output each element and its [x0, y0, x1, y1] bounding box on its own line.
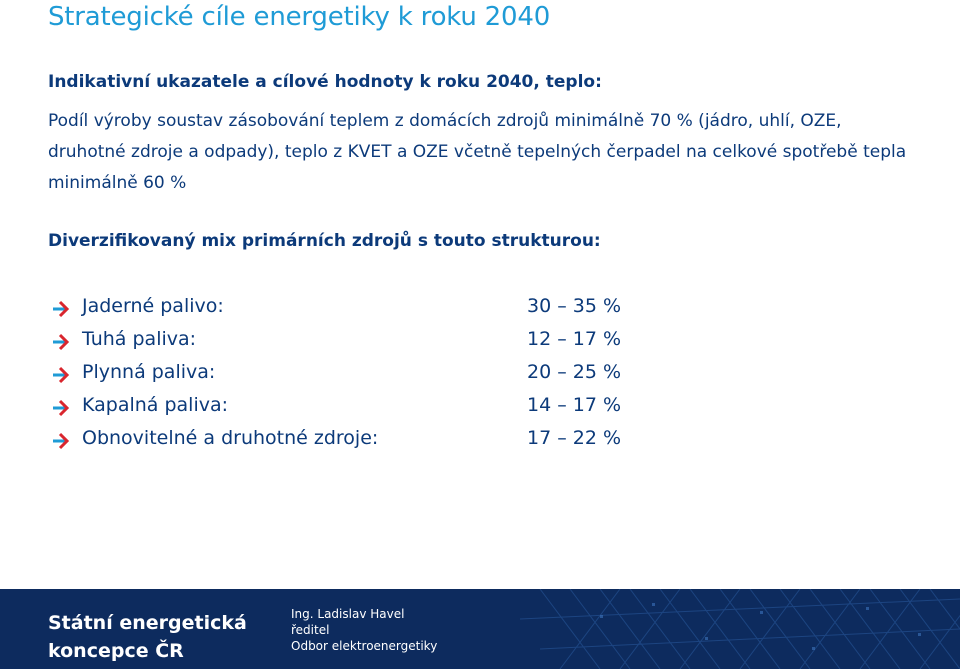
- list-item: [52, 359, 652, 392]
- arrow-right-icon: [52, 333, 72, 351]
- page-title: Strategické cíle energetiky k roku 2040: [48, 2, 551, 32]
- list-item: [52, 293, 652, 326]
- mix-item-label: Tuhá paliva:: [82, 328, 197, 350]
- heat-paragraph: Podíl výroby soustav zásobování teplem z domácích zdrojů minimálně 70 % (jádro, uhlí, OZE, druhotné zdroje a odpady), teplo z KVET a OZE včetně tepelných čerpadel na celkové spotřebě tepla minimálně 60 %: [48, 111, 907, 193]
- mix-item-label: Kapalná paliva:: [82, 394, 229, 416]
- mix-item-label: Obnovitelné a druhotné zdroje:: [82, 427, 379, 449]
- arrow-right-icon: [52, 432, 72, 450]
- mix-heading: Diverzifikovaný mix primárních zdrojů s touto strukturou:: [48, 231, 601, 251]
- arrow-right-icon: [52, 366, 72, 384]
- author-block: [291, 606, 437, 654]
- mix-item-value: 12 – 17 %: [527, 328, 622, 350]
- heat-heading: Indikativní ukazatele a cílové hodnoty k roku 2040, teplo:: [48, 72, 602, 92]
- list-item: [52, 425, 652, 458]
- mix-item-value: 14 – 17 %: [527, 394, 622, 416]
- author-department: Odbor elektroenergetiky: [291, 639, 438, 653]
- author-role: ředitel: [291, 623, 330, 637]
- mix-item-value: 30 – 35 %: [527, 295, 622, 317]
- arrow-right-icon: [52, 399, 72, 417]
- author-name: Ing. Ladislav Havel: [291, 607, 405, 621]
- mix-item-value: 20 – 25 %: [527, 361, 622, 383]
- mix-item-label: Jaderné palivo:: [82, 295, 224, 317]
- mix-item-label: Plynná paliva:: [82, 361, 216, 383]
- arrow-right-icon: [52, 300, 72, 318]
- footer-title: Státní energetická koncepce ČR: [48, 612, 247, 662]
- mix-list: [52, 293, 652, 458]
- mix-item-value: 17 – 22 %: [527, 427, 622, 449]
- list-item: [52, 326, 652, 359]
- footer-bar: [0, 589, 960, 669]
- list-item: [52, 392, 652, 425]
